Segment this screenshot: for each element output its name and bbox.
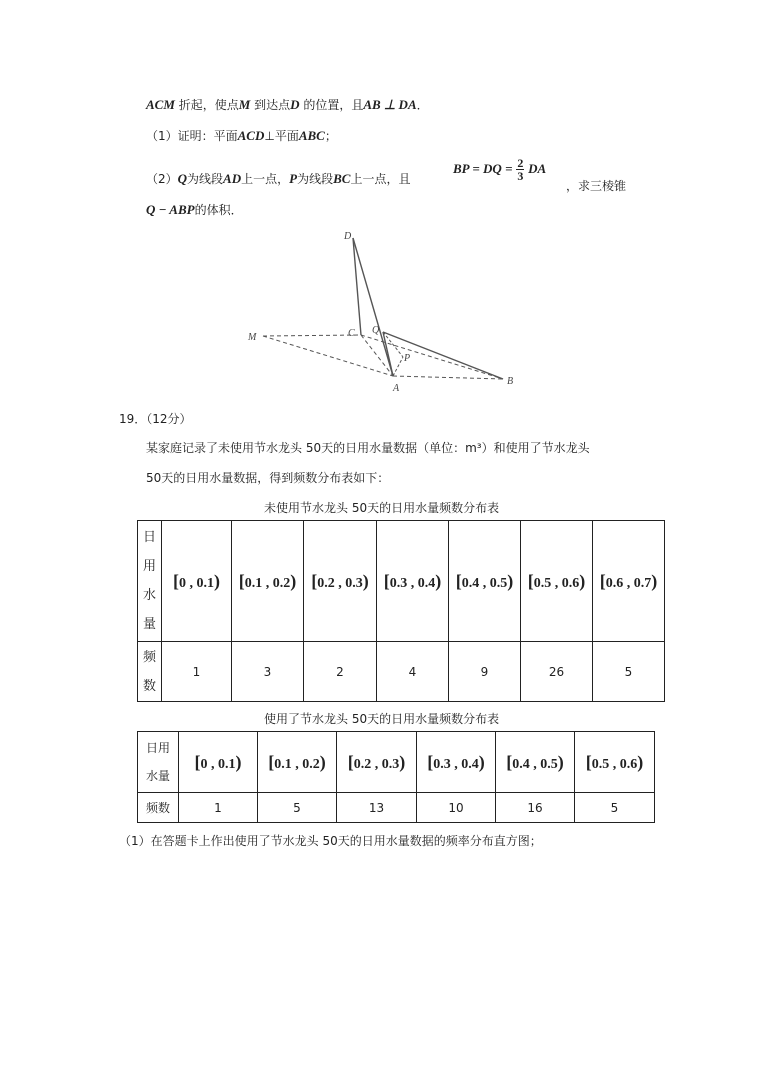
text: 为线段: [187, 172, 224, 186]
interval-cell: [496, 732, 575, 793]
interval-low: 0.3: [389, 575, 408, 591]
segment-bc: BC: [333, 171, 351, 186]
bracket-right: ): [637, 751, 644, 772]
interval-high: 0.5: [489, 575, 508, 591]
interval-cell: [417, 732, 496, 793]
interval: [0.4 , 0.5): [506, 751, 564, 772]
label-c: C: [348, 328, 355, 339]
edge-qb: [383, 332, 503, 379]
text: 的体积．: [194, 203, 243, 217]
interval: [0.3 , 0.4): [427, 751, 485, 772]
fraction-two-thirds: [516, 157, 524, 182]
bracket-left: [: [585, 751, 592, 772]
head-text: 水量: [145, 769, 170, 783]
bracket-right: ): [478, 751, 485, 772]
bracket-right: ): [507, 570, 514, 591]
p19-number: 19．（12分）: [119, 412, 192, 426]
interval-high: 0.3: [381, 756, 400, 772]
head-char: 量: [142, 617, 156, 632]
interval: [0.1 , 0.2): [268, 751, 326, 772]
label-d: D: [344, 231, 352, 242]
text: ；: [324, 129, 337, 143]
point-m: M: [238, 97, 251, 112]
text: （1）证明：平面: [146, 129, 238, 143]
label-q: Q: [372, 325, 380, 336]
solid-q-abp: Q − ABP: [146, 202, 195, 217]
text: 平面: [274, 129, 299, 143]
freq-cell: 5: [593, 642, 665, 702]
interval-high: 0.7: [633, 575, 652, 591]
p19-part1: （1）在答题卡上作出使用了节水龙头 50天的日用水量数据的频率分布直方图；: [119, 834, 542, 848]
table1-caption: 未使用节水龙头 50天的日用水量频数分布表: [264, 501, 500, 515]
interval-low: 0.2: [353, 756, 372, 772]
interval-high: 0.4: [417, 575, 436, 591]
p18-part1: [146, 127, 337, 144]
interval-high: 0.1: [196, 575, 214, 591]
bracket-right: ): [214, 570, 220, 591]
interval-low: 0: [179, 575, 186, 591]
p19-intro2: 50天的日用水量数据，得到频数分布表如下：: [146, 471, 390, 485]
interval-low: 0.4: [512, 756, 530, 772]
freq-cell: 4: [377, 642, 449, 702]
head-char: 用: [142, 559, 156, 574]
perp-condition: AB ⊥ DA: [363, 97, 417, 112]
eq-right: DA: [528, 161, 547, 176]
interval-high: 0.6: [619, 756, 638, 772]
p18-equation: [453, 157, 546, 182]
bracket-right: ): [362, 570, 369, 591]
interval: [0.1 , 0.2): [238, 570, 297, 591]
text: 到达点: [254, 98, 291, 112]
bracket-left: [: [311, 570, 318, 591]
label-m: M: [248, 332, 257, 343]
interval-high: 0.3: [345, 575, 363, 591]
table1-interval-row: [138, 521, 665, 642]
bracket-left: [: [238, 570, 245, 591]
bracket-left: [: [599, 570, 606, 591]
interval-cell: [521, 521, 593, 642]
table1-row-head-freq: [138, 642, 162, 702]
freq-cell: 9: [449, 642, 521, 702]
interval: [0.5 , 0.6): [585, 751, 644, 772]
label-b: B: [507, 376, 514, 387]
bracket-left: [: [455, 570, 462, 591]
p18-part2: [146, 170, 410, 187]
edge-ma: [263, 336, 393, 376]
freq-cell: 13: [337, 793, 417, 823]
text: 某家庭记录了未使用节水龙头 50天的日用水量数据（单位：: [146, 441, 466, 455]
table2-row-head-freq: 频数: [138, 793, 179, 823]
interval-low: 0.6: [605, 575, 624, 591]
interval-low: 0.1: [244, 575, 263, 591]
point-q: Q: [177, 171, 188, 186]
edge-ab: [393, 376, 503, 379]
point-d: D: [290, 97, 300, 112]
interval-cell: [232, 521, 304, 642]
interval-low: 0: [200, 756, 208, 772]
bracket-left: [: [427, 751, 434, 772]
text: 上一点，且: [350, 172, 411, 186]
head-char: 频: [142, 649, 156, 665]
text: ）和使用了节水龙头: [481, 441, 590, 455]
interval-low: 0.5: [591, 756, 610, 772]
bracket-right: ): [651, 570, 658, 591]
head-text: 日用: [145, 741, 170, 755]
freq-table-without-faucet: [137, 520, 665, 702]
interval-low: 0.3: [433, 756, 451, 772]
interval-high: 0.2: [302, 756, 320, 772]
bracket-right: ): [235, 751, 242, 772]
text: （2）: [146, 172, 178, 186]
head-char: 水: [142, 588, 156, 603]
segment-acm: ACM: [146, 97, 175, 112]
label-p: P: [404, 353, 411, 364]
interval: [0.4 , 0.5): [455, 570, 514, 591]
interval: [0.2 , 0.3): [311, 570, 369, 591]
p18-line1: [146, 96, 429, 113]
interval-high: 0.5: [540, 756, 558, 772]
text: ，求三棱锥: [566, 179, 627, 193]
freq-cell: 5: [258, 793, 337, 823]
bracket-right: ): [579, 570, 586, 591]
bracket-right: ): [557, 751, 564, 772]
plane-abc: ABC: [298, 128, 325, 143]
interval: [0 , 0.1): [173, 570, 220, 591]
interval-cell: [304, 521, 377, 642]
bracket-left: [: [173, 570, 179, 591]
label-a: A: [393, 383, 400, 394]
bracket-right: ): [435, 570, 442, 591]
freq-cell: 5: [575, 793, 655, 823]
text: 折起，使点: [178, 98, 239, 112]
table2-interval-row: [138, 732, 655, 793]
text: 为线段: [297, 172, 334, 186]
frac-num: 2: [517, 156, 524, 170]
freq-cell: 1: [162, 642, 232, 702]
edge-ap: [393, 357, 403, 376]
freq-cell: 3: [232, 642, 304, 702]
bracket-left: [: [383, 570, 390, 591]
bracket-left: [: [506, 751, 513, 772]
table1-row-head-interval: [138, 521, 162, 642]
interval: [0.6 , 0.7): [599, 570, 658, 591]
interval: [0 , 0.1): [194, 751, 242, 772]
interval-cell: [575, 732, 655, 793]
unit: m³: [465, 441, 482, 455]
freq-cell: 16: [496, 793, 575, 823]
p18-part2-tail: [566, 177, 626, 194]
freq-cell: 2: [304, 642, 377, 702]
table2-row-head-interval: [138, 732, 179, 793]
interval-low: 0.4: [461, 575, 480, 591]
freq-cell: 1: [179, 793, 258, 823]
interval-cell: [258, 732, 337, 793]
interval-low: 0.5: [533, 575, 552, 591]
frac-den: 3: [517, 169, 524, 183]
bracket-left: [: [527, 570, 534, 591]
bracket-right: ): [319, 751, 326, 772]
edge-mc: [263, 335, 361, 336]
interval-cell: [377, 521, 449, 642]
interval-high: 0.1: [218, 756, 236, 772]
perp-symbol: ⊥: [264, 129, 275, 143]
interval: [0.5 , 0.6): [527, 570, 586, 591]
table2-freq-row: [138, 793, 655, 823]
interval-cell: [449, 521, 521, 642]
bracket-left: [: [268, 751, 275, 772]
interval-low: 0.1: [274, 756, 292, 772]
table1-freq-row: [138, 642, 665, 702]
geometry-figure: [240, 225, 530, 395]
point-p: P: [289, 171, 298, 186]
text: ．: [416, 98, 429, 112]
interval-cell: [593, 521, 665, 642]
freq-table-with-faucet: [137, 731, 655, 823]
edge-cb: [361, 335, 503, 379]
text: 的位置，且: [303, 98, 364, 112]
interval-high: 0.4: [461, 756, 479, 772]
interval-cell: [162, 521, 232, 642]
table2-caption: 使用了节水龙头 50天的日用水量频数分布表: [264, 712, 500, 726]
interval: [0.3 , 0.4): [383, 570, 442, 591]
plane-acd: ACD: [237, 128, 265, 143]
interval: [0.2 , 0.3): [347, 751, 406, 772]
head-char: 数: [142, 678, 156, 694]
interval-low: 0.2: [317, 575, 335, 591]
eq-left: BP = DQ =: [453, 161, 513, 176]
segment-ad: AD: [223, 171, 242, 186]
interval-cell: [337, 732, 417, 793]
bracket-left: [: [194, 751, 201, 772]
interval-high: 0.6: [561, 575, 580, 591]
freq-cell: 10: [417, 793, 496, 823]
freq-cell: 26: [521, 642, 593, 702]
bracket-left: [: [347, 751, 354, 772]
head-char: 日: [142, 530, 156, 545]
bracket-right: ): [399, 751, 406, 772]
text: 上一点，: [241, 172, 290, 186]
p18-part2b: [146, 201, 243, 218]
bracket-right: ): [290, 570, 297, 591]
interval-cell: [179, 732, 258, 793]
interval-high: 0.2: [272, 575, 291, 591]
p19-intro1: [146, 439, 590, 456]
